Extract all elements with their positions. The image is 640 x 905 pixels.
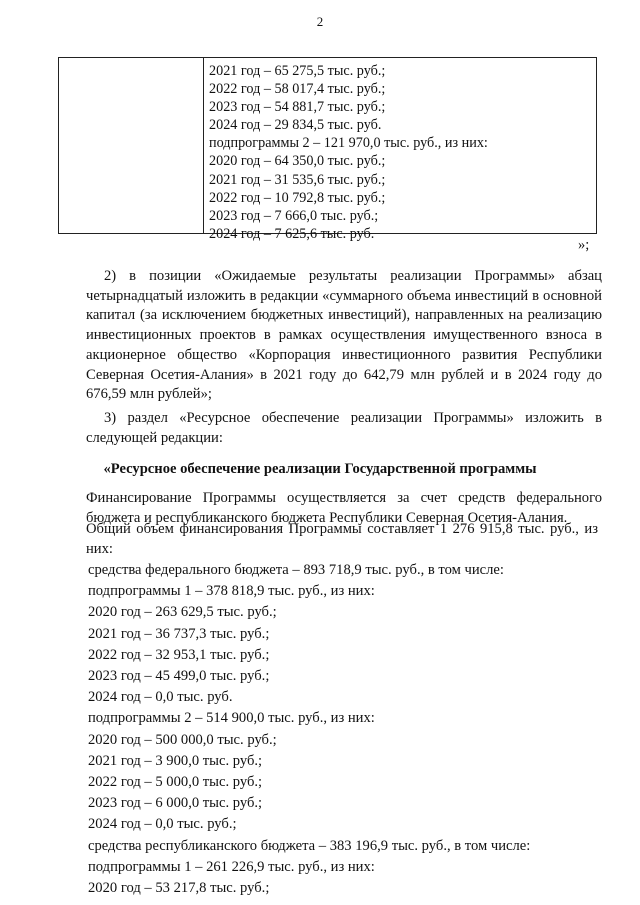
funding-line: средства федерального бюджета – 893 718,9 тыс. руб., в том числе: xyxy=(88,562,504,578)
funding-line: 2022 год – 5 000,0 тыс. руб.; xyxy=(88,774,263,791)
funding-line: 2021 год – 3 900,0 тыс. руб.; xyxy=(88,752,263,769)
funding-line: 2020 год – 263 629,5 тыс. руб.; xyxy=(88,604,277,621)
table-line: подпрограммы 2 – 121 970,0 тыс. руб., из них: xyxy=(209,135,488,152)
table-line: 2024 год – 7 625,6 тыс. руб. xyxy=(209,225,375,242)
funding-line: средства республиканского бюджета – 383 196,9 тыс. руб., в том числе: xyxy=(88,837,531,854)
funding-line: 2023 год – 45 499,0 тыс. руб.; xyxy=(88,668,270,685)
table-closing-quote: »; xyxy=(578,237,590,253)
funding-line: 2020 год – 500 000,0 тыс. руб.; xyxy=(88,731,277,748)
total-funding-paragraph: Общий объем финансирования Программы составляет 1 276 915,8 тыс. руб., из них: xyxy=(86,521,598,557)
paragraph-item-2: 2) в позиции «Ожидаемые результаты реализации Программы» абзац четырнадцатый изложить в редакции «суммарного объема инвестиций в основной капитал (за исключением бюджетных инвестиций), направленных на реализацию инвестиционных проектов в рамках осуществления имущественного взноса в акционерное общество «Корпорация инвестиционного развития Республики Северная Осетия-Алания» в 2021 году до 642,79 млн рублей и в 2024 году до 676,59 млн рублей»; xyxy=(86,268,602,403)
page-number: 2 xyxy=(316,14,324,29)
funding-line: 2024 год – 0,0 тыс. руб.; xyxy=(88,816,237,833)
table-column-divider xyxy=(203,58,204,233)
funding-line: 2022 год – 32 953,1 тыс. руб.; xyxy=(88,646,270,663)
table-right-cell xyxy=(209,62,590,243)
financing-paragraph: Финансирование Программы осуществляется за счет средств федерального бюджета и республиканского бюджета Республики Северная Осетия-Алания. xyxy=(86,490,602,526)
funding-line: 2023 год – 6 000,0 тыс. руб.; xyxy=(88,795,263,812)
funding-line: 2024 год – 0,0 тыс. руб. xyxy=(88,689,233,706)
funding-line: подпрограммы 1 – 261 226,9 тыс. руб., из них: xyxy=(88,858,375,875)
funding-lines xyxy=(88,560,530,899)
section-heading: «Ресурсное обеспечение реализации Государственной программы xyxy=(103,461,537,477)
table-line: 2024 год – 29 834,5 тыс. руб. xyxy=(209,117,382,134)
paragraph-item-3: 3) раздел «Ресурсное обеспечение реализации Программы» изложить в следующей редакции: xyxy=(86,410,602,446)
table-line: 2022 год – 10 792,8 тыс. руб.; xyxy=(209,189,386,206)
table-line: 2023 год – 54 881,7 тыс. руб.; xyxy=(209,99,386,116)
funding-table xyxy=(58,57,597,242)
table-line: 2020 год – 64 350,0 тыс. руб.; xyxy=(209,153,386,170)
funding-line: подпрограммы 1 – 378 818,9 тыс. руб., из них: xyxy=(88,583,375,600)
table-left-cell xyxy=(59,58,203,233)
table-line: 2022 год – 58 017,4 тыс. руб.; xyxy=(209,81,386,98)
table-line: 2021 год – 65 275,5 тыс. руб.; xyxy=(209,63,386,79)
funding-line: 2021 год – 36 737,3 тыс. руб.; xyxy=(88,625,270,642)
table-line: 2021 год – 31 535,6 тыс. руб.; xyxy=(209,171,386,188)
funding-line: 2020 год – 53 217,8 тыс. руб.; xyxy=(88,880,270,897)
table-line: 2023 год – 7 666,0 тыс. руб.; xyxy=(209,207,379,224)
funding-line: подпрограммы 2 – 514 900,0 тыс. руб., из них: xyxy=(88,710,375,727)
